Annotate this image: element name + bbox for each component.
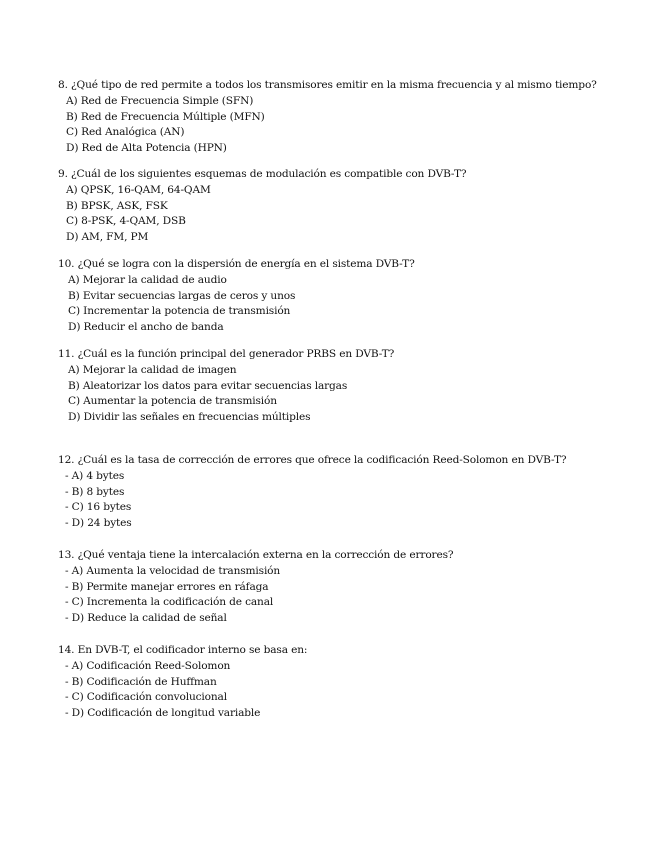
question-title: 8. ¿Qué tipo de red permite a todos los transmisores emitir en la misma frecuencia y al mismo tiempo? [58, 79, 597, 91]
option-a: A) QPSK, 16-QAM, 64-QAM [66, 183, 211, 196]
question-title: 9. ¿Cuál de los siguientes esquemas de modulación es compatible con DVB-T? [58, 168, 467, 180]
option-d: - D) Reduce la calidad de señal [65, 612, 227, 625]
option-b: B) Red de Frecuencia Múltiple (MFN) [66, 110, 265, 123]
option-a: - A) Codificación Reed-Solomon [65, 659, 231, 672]
option-c: - C) Incrementa la codificación de canal [65, 596, 274, 609]
option-a: - A) 4 bytes [65, 469, 125, 482]
option-b: - B) 8 bytes [65, 485, 125, 498]
option-c: - C) 16 bytes [65, 501, 132, 514]
question-8 [58, 79, 638, 155]
question-title: 10. ¿Qué se logra con la dispersión de energía en el sistema DVB-T? [58, 258, 415, 270]
question-9 [58, 168, 638, 244]
question-12 [58, 454, 638, 530]
option-b: - B) Permite manejar errores en ráfaga [65, 580, 269, 593]
option-c: C) Red Analógica (AN) [66, 126, 185, 139]
option-d: - D) Codificación de longitud variable [65, 707, 261, 720]
option-c: C) Incrementar la potencia de transmisión [68, 305, 291, 318]
option-a: A) Red de Frecuencia Simple (SFN) [66, 94, 254, 107]
option-d: D) Reducir el ancho de banda [68, 321, 224, 334]
option-c: - C) Codificación convolucional [65, 691, 227, 704]
option-a: - A) Aumenta la velocidad de transmisión [65, 564, 281, 577]
question-13 [58, 549, 638, 625]
option-a: A) Mejorar la calidad de imagen [68, 363, 237, 376]
question-11 [58, 348, 638, 424]
option-c: C) 8-PSK, 4-QAM, DSB [66, 215, 186, 228]
option-d: D) Dividir las señales en frecuencias múltiples [68, 411, 311, 424]
question-title: 14. En DVB-T, el codificador interno se basa en: [58, 644, 308, 656]
question-title: 13. ¿Qué ventaja tiene la intercalación externa en la corrección de errores? [58, 549, 454, 561]
question-title: 12. ¿Cuál es la tasa de corrección de errores que ofrece la codificación Reed-Solomon en DVB-T? [58, 454, 567, 466]
option-a: A) Mejorar la calidad de audio [68, 273, 227, 286]
option-b: - B) Codificación de Huffman [65, 675, 217, 688]
option-d: - D) 24 bytes [65, 517, 132, 530]
option-b: B) Aleatorizar los datos para evitar secuencias largas [68, 379, 348, 392]
option-b: B) Evitar secuencias largas de ceros y unos [68, 289, 296, 302]
option-d: D) AM, FM, PM [66, 231, 149, 244]
question-14 [58, 644, 638, 720]
option-d: D) Red de Alta Potencia (HPN) [66, 142, 227, 155]
question-10 [58, 258, 638, 334]
option-c: C) Aumentar la potencia de transmisión [68, 395, 277, 408]
option-b: B) BPSK, ASK, FSK [66, 199, 168, 212]
question-title: 11. ¿Cuál es la función principal del generador PRBS en DVB-T? [58, 348, 395, 360]
